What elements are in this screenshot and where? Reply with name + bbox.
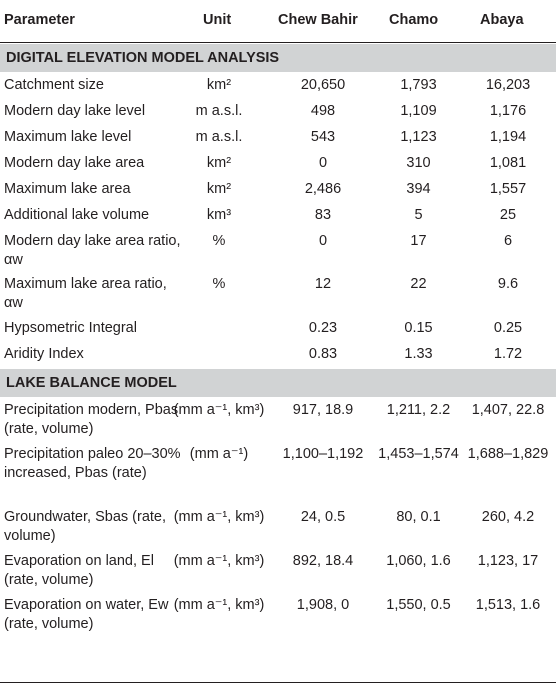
cell-p: Hypsometric Integral xyxy=(4,320,137,336)
cell-u: % xyxy=(212,233,226,249)
cell-c: 1,557 xyxy=(489,181,527,197)
cell-b: 1,060, 1.6 xyxy=(386,553,451,569)
cell-b: 17 xyxy=(410,233,427,249)
cell-p: Maximum lake level xyxy=(4,129,132,145)
cell-b: 80, 0.1 xyxy=(396,509,441,525)
cell-p: Maximum lake area ratio, αw xyxy=(4,276,167,311)
table-row xyxy=(0,73,556,99)
cell-b: 1,550, 0.5 xyxy=(386,597,451,613)
cell-u: km² xyxy=(206,77,232,93)
cell-a: 917, 18.9 xyxy=(292,402,354,418)
table-row xyxy=(0,442,556,505)
table-row xyxy=(0,342,556,368)
section-lake-balance-rows xyxy=(0,398,556,635)
cell-a: 24, 0.5 xyxy=(300,509,346,525)
cell-a: 498 xyxy=(310,103,336,119)
cell-u: (mm a⁻¹, km³) xyxy=(173,509,265,525)
section-title-dem: DIGITAL ELEVATION MODEL ANALYSIS xyxy=(0,43,556,73)
cell-c: 1,407, 22.8 xyxy=(471,402,545,418)
cell-p: Catchment size xyxy=(4,77,104,93)
table-row xyxy=(0,203,556,229)
cell-u: (mm a⁻¹, km³) xyxy=(173,553,265,569)
cell-a: 0.23 xyxy=(308,320,338,336)
cell-b: 1,793 xyxy=(400,77,437,93)
table-row xyxy=(0,125,556,151)
cell-p: Modern day lake area xyxy=(4,155,145,171)
cell-c: 1,176 xyxy=(489,103,527,119)
cell-b: 0.15 xyxy=(404,320,433,336)
section-dem-rows xyxy=(0,73,556,368)
cell-c: 1,688–1,829 xyxy=(467,446,549,462)
cell-c: 1,081 xyxy=(489,155,527,171)
cell-u: km³ xyxy=(206,207,232,223)
cell-b: 1,109 xyxy=(400,103,437,119)
header-chew-bahir: Chew Bahir xyxy=(278,12,358,28)
cell-b: 1,123 xyxy=(400,129,437,145)
cell-c: 260, 4.2 xyxy=(481,509,535,525)
cell-u: (mm a⁻¹, km³) xyxy=(173,402,265,418)
cell-b: 394 xyxy=(406,181,431,197)
cell-c: 0.25 xyxy=(493,320,523,336)
cell-a: 83 xyxy=(314,207,332,223)
cell-b: 310 xyxy=(406,155,431,171)
cell-a: 543 xyxy=(310,129,336,145)
cell-p: Precipitation modern, Pbas (rate, volume) xyxy=(4,402,179,437)
cell-b: 5 xyxy=(414,207,423,223)
cell-p: Groundwater, Sbas (rate, volume) xyxy=(4,509,166,544)
bottom-rule xyxy=(0,682,556,683)
cell-p: Evaporation on water, Ew (rate, volume) xyxy=(4,597,169,632)
table-row xyxy=(0,549,556,593)
cell-c: 1.72 xyxy=(493,346,523,362)
cell-c: 1,513, 1.6 xyxy=(475,597,541,613)
cell-u: m a.s.l. xyxy=(195,103,243,119)
cell-p: Maximum lake area xyxy=(4,181,131,197)
table-row xyxy=(0,99,556,125)
cell-b: 1.33 xyxy=(404,346,433,362)
header-parameter: Parameter xyxy=(4,12,75,28)
cell-b: 22 xyxy=(410,276,427,292)
section-title-lake-balance: LAKE BALANCE MODEL xyxy=(0,368,556,398)
cell-c: 9.6 xyxy=(497,276,519,292)
cell-u: m a.s.l. xyxy=(195,129,243,145)
cell-c: 6 xyxy=(503,233,513,249)
table-header xyxy=(0,0,556,42)
cell-a: 892, 18.4 xyxy=(292,553,354,569)
header-chamo: Chamo xyxy=(389,12,439,28)
header-abaya: Abaya xyxy=(480,12,524,28)
table-row xyxy=(0,151,556,177)
cell-c: 25 xyxy=(499,207,517,223)
cell-u: (mm a⁻¹, km³) xyxy=(173,597,265,613)
table-row xyxy=(0,593,556,635)
cell-c: 1,123, 17 xyxy=(477,553,539,569)
cell-a: 12 xyxy=(314,276,332,292)
table-row xyxy=(0,272,556,316)
cell-p: Aridity Index xyxy=(4,346,84,362)
cell-a: 1,908, 0 xyxy=(296,597,350,613)
cell-p: Evaporation on land, El (rate, volume) xyxy=(4,553,154,588)
table-row xyxy=(0,177,556,203)
cell-a: 0 xyxy=(318,233,328,249)
cell-a: 1,100–1,192 xyxy=(282,446,364,462)
header-unit: Unit xyxy=(203,12,232,28)
table-row xyxy=(0,229,556,272)
cell-b: 1,211, 2.2 xyxy=(386,402,451,418)
cell-p: Additional lake volume xyxy=(4,207,150,223)
cell-u: km² xyxy=(206,181,232,197)
cell-c: 16,203 xyxy=(485,77,531,93)
cell-u: (mm a⁻¹) xyxy=(189,446,249,462)
table-row xyxy=(0,398,556,442)
cell-a: 0.83 xyxy=(308,346,338,362)
cell-b: 1,453–1,574 xyxy=(378,446,459,462)
cell-p: Modern day lake area ratio, αw xyxy=(4,233,181,268)
cell-a: 2,486 xyxy=(304,181,342,197)
cell-a: 20,650 xyxy=(300,77,346,93)
table-row xyxy=(0,316,556,342)
cell-p: Modern day lake level xyxy=(4,103,146,119)
table-row xyxy=(0,505,556,549)
cell-u: km² xyxy=(206,155,232,171)
cell-a: 0 xyxy=(318,155,328,171)
cell-c: 1,194 xyxy=(489,129,527,145)
cell-p: Precipitation paleo 20–30% increased, Pbas (rate) xyxy=(4,446,181,481)
cell-u: % xyxy=(212,276,226,292)
